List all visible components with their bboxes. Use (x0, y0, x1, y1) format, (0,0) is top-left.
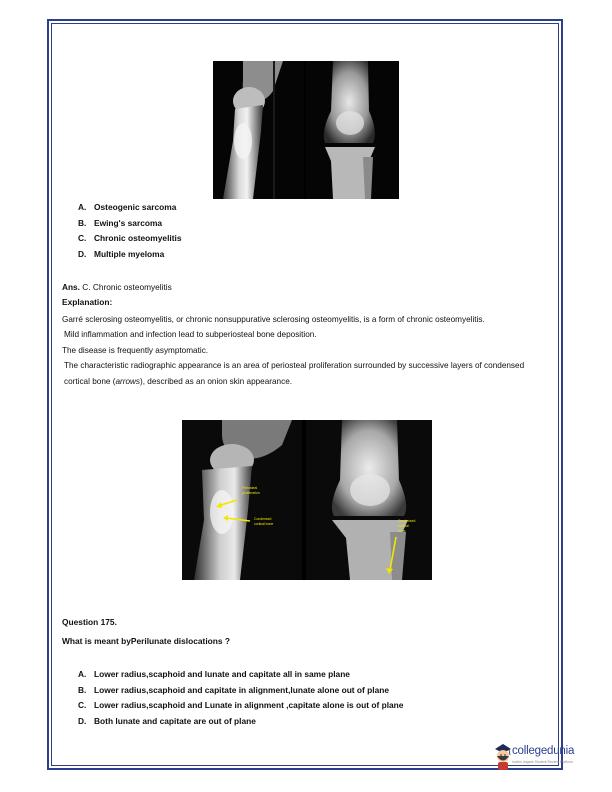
option-text: Osteogenic sarcoma (94, 202, 177, 212)
question-top-options (78, 200, 182, 262)
option-a[interactable] (78, 667, 403, 683)
option-b[interactable] (78, 216, 182, 232)
option-letter: B. (78, 217, 87, 228)
explanation-text: The characteristic radiographic appearance is an area of periosteal proliferation surrounded by successive layers of condensed cortical bone ( (64, 361, 525, 386)
option-d[interactable] (78, 247, 182, 263)
option-text: Chronic osteomyelitis (94, 233, 182, 243)
option-letter: A. (78, 669, 87, 679)
question-175-title: Question 175. (62, 617, 117, 627)
label-condensed-right-2: cortical (398, 524, 409, 528)
option-text: Lower radius,scaphoid and lunate and capitate all in same plane (94, 669, 350, 679)
label-periosteal-1: Periosteal (242, 486, 258, 490)
option-c[interactable] (78, 231, 182, 247)
explanation-line: The disease is frequently asymptomatic. (62, 345, 209, 355)
explanation-line: Mild inflammation and infection lead to subperiosteal bone deposition. (64, 330, 317, 340)
label-condensed-right-3: bone (398, 529, 406, 533)
label-condensed-1: Condensed (254, 517, 272, 521)
option-d[interactable] (78, 714, 403, 730)
answer-text: C. Chronic osteomyelitis (82, 282, 172, 292)
option-a[interactable] (78, 200, 182, 216)
option-text: Both lunate and capitate are out of plane (94, 715, 256, 726)
label-condensed-2: cortical bone (254, 522, 274, 526)
brand-name: collegedunia (512, 745, 575, 757)
xray-annotated-svg (182, 420, 432, 580)
answer-label: Ans. (62, 282, 80, 292)
option-letter: C. (78, 233, 87, 243)
option-letter: D. (78, 715, 87, 726)
label-condensed-right-1: Condensed (398, 519, 416, 523)
explanation-title: Explanation: (62, 297, 113, 307)
option-b[interactable] (78, 683, 403, 699)
xray-image-knee-unannotated (213, 61, 399, 199)
mascot-icon (493, 741, 513, 771)
explanation-emphasis: arrows (115, 376, 141, 386)
explanation-line: Garré sclerosing osteomyelitis, or chronic nonsuppurative sclerosing osteomyelitis, is a form of chronic osteomyelitis. (62, 315, 485, 324)
answer-line (62, 282, 172, 292)
explanation-text: ), described as an onion skin appearance. (140, 376, 293, 386)
collegedunia-logo[interactable] (493, 741, 575, 775)
option-text: Lower radius,scaphoid and capitate in alignment,lunate alone out of plane (94, 684, 390, 695)
brand-tagline: India's largest Student Review Platform (512, 760, 573, 764)
option-text: Lower radius,scaphoid and Lunate in alignment ,capitate alone is out of plane (94, 700, 404, 710)
option-letter: D. (78, 248, 87, 259)
question-175-text: What is meant byPerilunate dislocations ? (62, 636, 230, 646)
option-letter: B. (78, 684, 87, 695)
option-text: Multiple myeloma (94, 248, 165, 259)
xray-knee-svg (213, 61, 399, 199)
label-periosteal-2: proliferation (242, 491, 260, 495)
explanation-body (62, 312, 542, 389)
explanation-line (62, 358, 542, 389)
xray-image-knee-annotated (182, 420, 432, 580)
option-text: Ewing's sarcoma (94, 217, 163, 228)
option-letter: C. (78, 700, 87, 710)
option-c[interactable] (78, 698, 403, 714)
question-175-options (78, 667, 403, 729)
option-letter: A. (78, 202, 87, 212)
